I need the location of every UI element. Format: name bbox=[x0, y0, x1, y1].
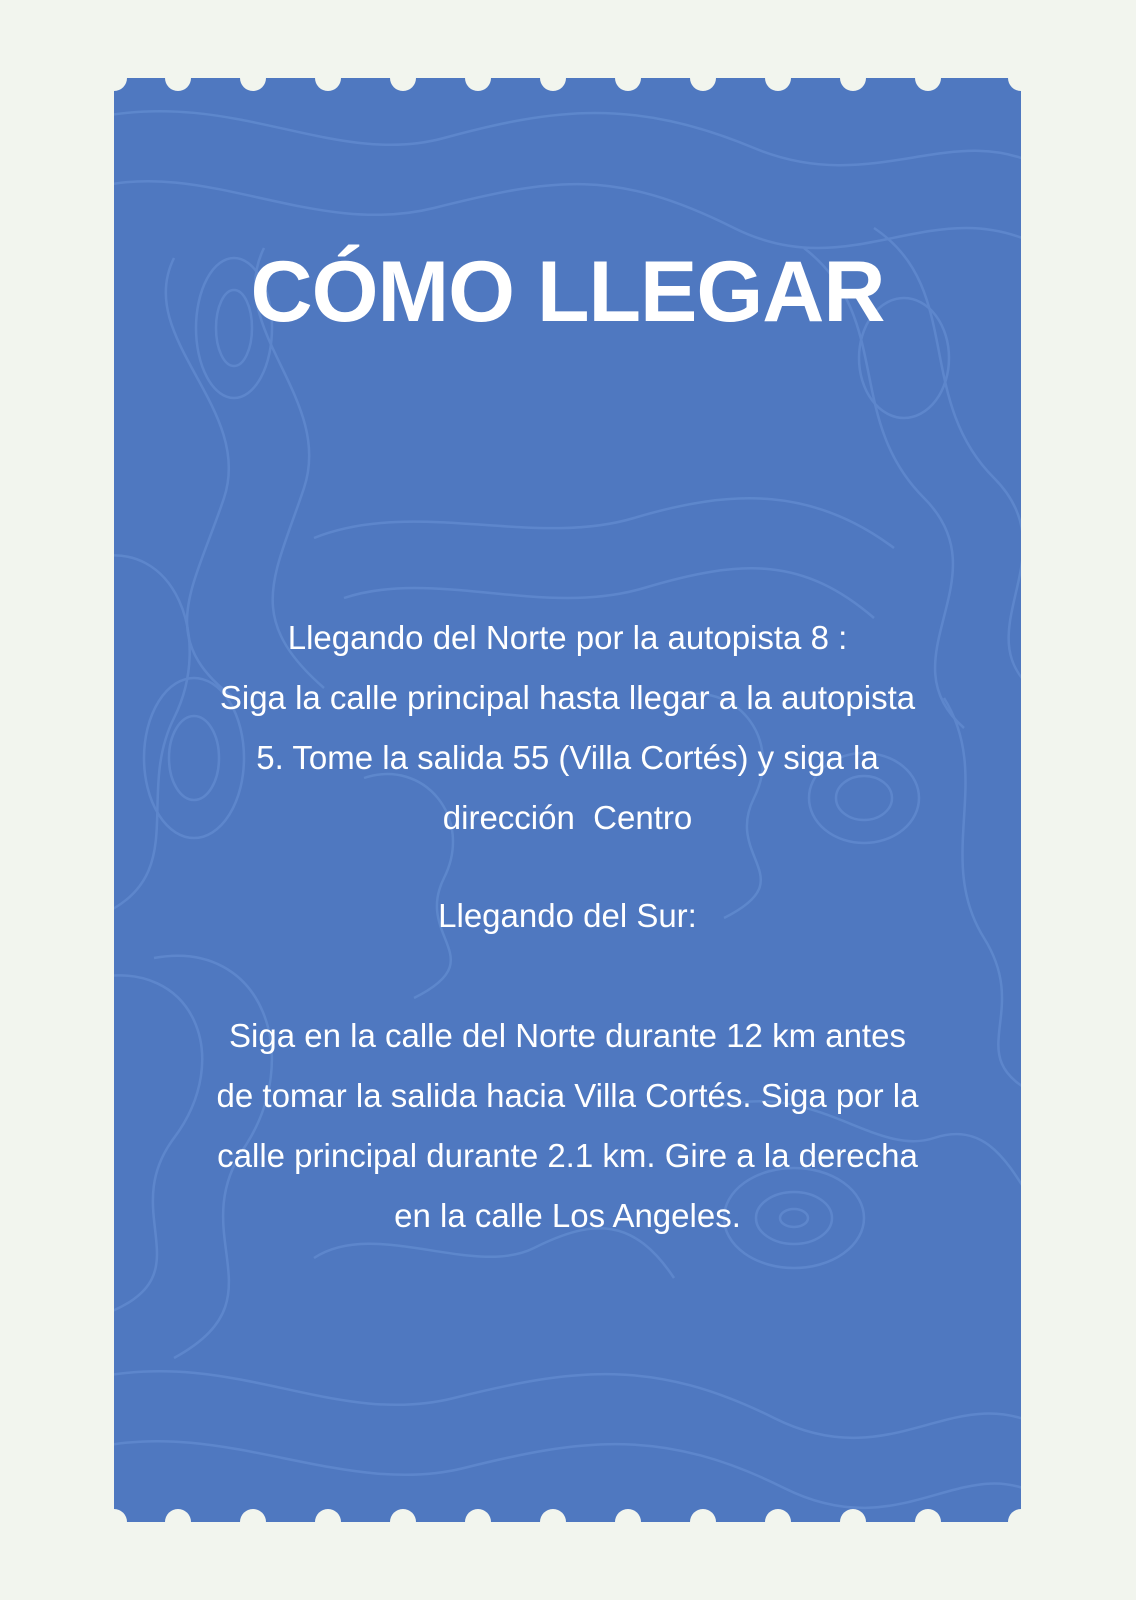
south-line: en la calle Los Angeles. bbox=[394, 1197, 741, 1234]
north-line: Siga la calle principal hasta llegar a la autopista bbox=[219, 679, 916, 716]
south-directions bbox=[154, 1006, 981, 1246]
south-heading-block bbox=[154, 886, 981, 946]
north-line: dirección Centro bbox=[442, 799, 693, 836]
south-heading: Llegando del Sur: bbox=[438, 897, 697, 934]
directions-card bbox=[114, 78, 1021, 1522]
north-line: 5. Tome la salida 55 (Villa Cortés) y siga la bbox=[256, 739, 879, 776]
south-line: de tomar la salida hacia Villa Cortés. Siga por la bbox=[216, 1077, 919, 1114]
north-directions bbox=[154, 608, 981, 848]
north-heading: Llegando del Norte por la autopista 8 : bbox=[287, 619, 848, 656]
south-line: Siga en la calle del Norte durante 12 km antes bbox=[229, 1017, 906, 1054]
south-line: calle principal durante 2.1 km. Gire a la derecha bbox=[217, 1137, 918, 1174]
page-title: CÓMO LLEGAR bbox=[250, 244, 885, 340]
